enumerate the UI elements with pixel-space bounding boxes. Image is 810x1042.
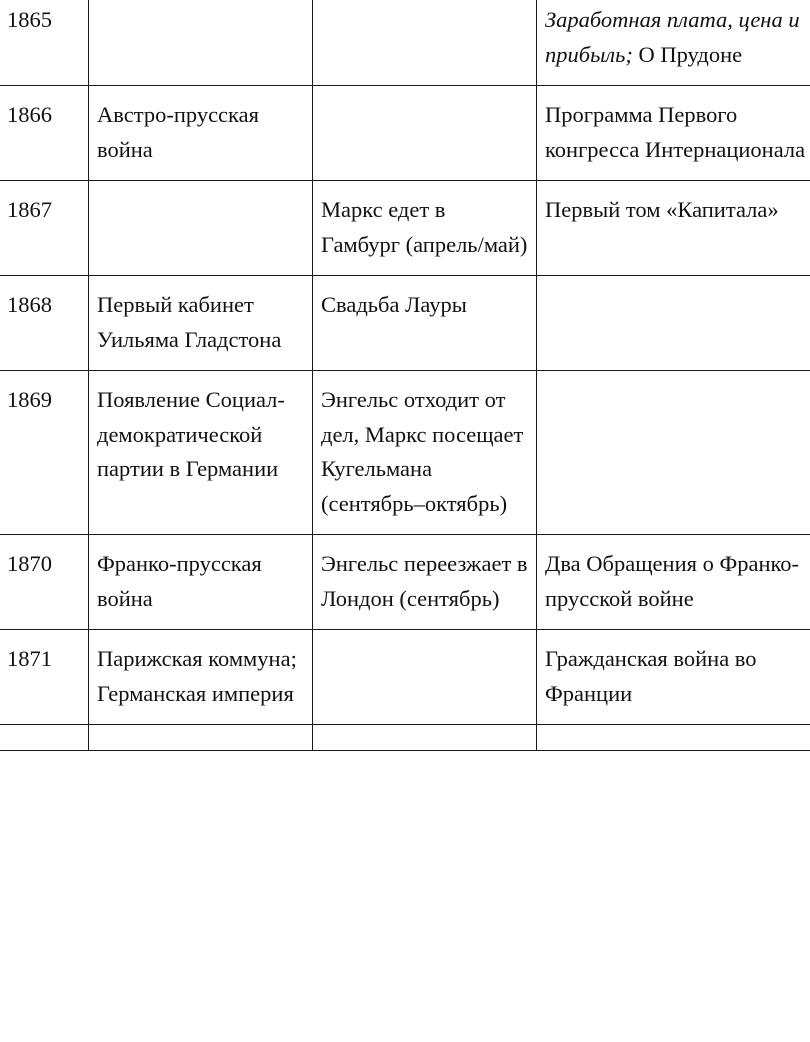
life-events-cell: Энгельс отходит от дел, Маркс посещает Кугельмана (сентябрь–октябрь) (313, 371, 537, 535)
year-cell: 1867 (0, 181, 89, 276)
world-events-cell (89, 725, 313, 751)
table-row (0, 181, 810, 276)
life-events-cell: Энгельс переезжает в Лондон (сентябрь) (313, 535, 537, 630)
table-row (0, 86, 810, 181)
works-cell (537, 181, 810, 276)
table-row (0, 276, 810, 371)
life-events-cell (313, 725, 537, 751)
works-cell (537, 371, 810, 535)
works-cell (537, 725, 810, 751)
works-text: Два Обращения о Франко-прусской войне (545, 551, 800, 611)
table-row (0, 630, 810, 725)
world-events-cell (89, 181, 313, 276)
world-events-cell: Франко-прусская война (89, 535, 313, 630)
world-events-cell: Первый кабинет Уильяма Гладстона (89, 276, 313, 371)
world-events-cell: Появление Социал-демократической партии в Германии (89, 371, 313, 535)
works-text: Гражданская война во Франции (545, 646, 757, 706)
life-events-cell (313, 86, 537, 181)
works-cell (537, 0, 810, 86)
works-text: Первый том «Капитала» (545, 197, 779, 222)
table-row (0, 725, 810, 751)
life-events-cell (313, 0, 537, 86)
life-events-cell: Маркс едет в Гамбург (апрель/май) (313, 181, 537, 276)
year-cell: 1866 (0, 86, 89, 181)
year-cell: 1870 (0, 535, 89, 630)
works-text: Программа Первого конгресса Интернационала (545, 102, 806, 162)
works-italic-title: Заработная плата, цена и прибыль; (545, 7, 800, 67)
works-cell (537, 86, 810, 181)
year-cell: 1865 (0, 0, 89, 86)
life-events-cell (313, 630, 537, 725)
works-text: О Прудоне (632, 41, 743, 67)
life-events-cell: Свадьба Лауры (313, 276, 537, 371)
table-row (0, 0, 810, 86)
year-cell: 1871 (0, 630, 89, 725)
world-events-cell (89, 0, 313, 86)
table-row (0, 371, 810, 535)
table-row (0, 535, 810, 630)
world-events-cell: Австро-прусская война (89, 86, 313, 181)
works-cell (537, 535, 810, 630)
world-events-cell: Парижская коммуна; Германская империя (89, 630, 313, 725)
works-cell (537, 630, 810, 725)
works-cell (537, 276, 810, 371)
year-cell: 1869 (0, 371, 89, 535)
year-cell: 1868 (0, 276, 89, 371)
year-cell (0, 725, 89, 751)
